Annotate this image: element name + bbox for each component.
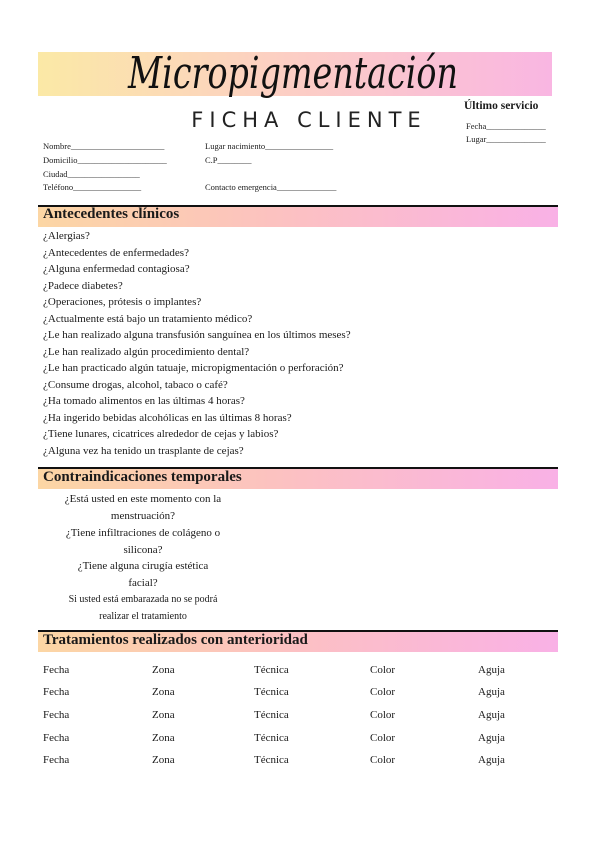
cell-fecha[interactable]: Fecha bbox=[43, 709, 70, 721]
cell-tecnica[interactable]: Técnica bbox=[254, 754, 289, 766]
cell-zona[interactable]: Zona bbox=[152, 709, 175, 721]
question-item: ¿Le han practicado algún tatuaje, micropigmentación o perforación? bbox=[43, 362, 344, 374]
contraindicacion-line: menstruación? bbox=[110, 510, 176, 522]
contacto-emergencia-field[interactable]: Contacto emergencia______________ bbox=[205, 182, 337, 192]
embarazo-note: realizar el tratamiento bbox=[99, 611, 187, 622]
tratamientos-col-zona: Zona bbox=[152, 664, 175, 676]
contraindicacion-line: ¿Está usted en este momento con la bbox=[64, 493, 222, 505]
question-item: ¿Actualmente está bajo un tratamiento médico? bbox=[43, 312, 253, 325]
cell-zona[interactable]: Zona bbox=[152, 754, 175, 766]
cell-zona[interactable]: Zona bbox=[152, 732, 175, 744]
question-item: ¿Le han realizado alguna transfusión sanguínea en los últimos meses? bbox=[43, 329, 351, 341]
cell-color[interactable]: Color bbox=[370, 732, 396, 744]
contraindicaciones-title: Contraindicaciones temporales bbox=[43, 469, 242, 485]
tratamientos-col-aguja: Aguja bbox=[478, 664, 505, 676]
cell-fecha[interactable]: Fecha bbox=[43, 686, 70, 698]
question-item: ¿Le han realizado algún procedimiento dental? bbox=[43, 345, 250, 358]
antecedentes-title: Antecedentes clínicos bbox=[43, 206, 180, 222]
page-subtitle: FICHA CLIENTE bbox=[191, 108, 427, 132]
question-item: ¿Alguna enfermedad contagiosa? bbox=[43, 263, 190, 275]
nombre-field[interactable]: Nombre______________________ bbox=[43, 141, 165, 151]
ultimo-lugar-field[interactable]: Lugar______________ bbox=[466, 134, 546, 144]
cell-tecnica[interactable]: Técnica bbox=[254, 686, 289, 698]
lugar-nacimiento-field[interactable]: Lugar nacimiento________________ bbox=[205, 141, 334, 151]
cell-aguja[interactable]: Aguja bbox=[478, 686, 505, 698]
cell-aguja[interactable]: Aguja bbox=[478, 709, 505, 721]
telefono-field[interactable]: Teléfono________________ bbox=[43, 182, 142, 192]
question-item: ¿Consume drogas, alcohol, tabaco o café? bbox=[43, 378, 228, 391]
cell-aguja[interactable]: Aguja bbox=[478, 732, 505, 744]
contraindicacion-line: facial? bbox=[128, 577, 158, 589]
cp-field[interactable]: C.P________ bbox=[205, 155, 252, 165]
question-item: ¿Ha tomado alimentos en las últimas 4 horas? bbox=[43, 395, 245, 407]
logo-text: Micropigmentación bbox=[127, 48, 458, 99]
contraindicacion-line: silicona? bbox=[123, 544, 163, 556]
cell-tecnica[interactable]: Técnica bbox=[254, 732, 289, 744]
question-item: ¿Alergias? bbox=[43, 230, 90, 242]
cell-tecnica[interactable]: Técnica bbox=[254, 709, 289, 721]
tratamientos-col-color: Color bbox=[370, 664, 396, 676]
cell-color[interactable]: Color bbox=[370, 686, 396, 698]
question-item: ¿Operaciones, prótesis o implantes? bbox=[43, 296, 202, 308]
tratamientos-col-tecnica: Técnica bbox=[254, 664, 289, 676]
tratamientos-title: Tratamientos realizados con anterioridad bbox=[43, 632, 308, 648]
contraindicacion-line: ¿Tiene alguna cirugía estética bbox=[77, 560, 209, 572]
question-item: ¿Tiene lunares, cicatrices alrededor de cejas y labios? bbox=[43, 428, 279, 440]
question-item: ¿Alguna vez ha tenido un trasplante de cejas? bbox=[43, 444, 244, 457]
cell-fecha[interactable]: Fecha bbox=[43, 732, 70, 744]
contraindicacion-line: ¿Tiene infiltraciones de colágeno o bbox=[65, 527, 221, 539]
cell-fecha[interactable]: Fecha bbox=[43, 754, 70, 766]
ultimo-fecha-field[interactable]: Fecha______________ bbox=[466, 121, 546, 131]
question-item: ¿Antecedentes de enfermedades? bbox=[43, 246, 189, 259]
ultimo-servicio-heading: Último servicio bbox=[464, 100, 539, 112]
ciudad-field[interactable]: Ciudad_________________ bbox=[43, 169, 140, 179]
cell-zona[interactable]: Zona bbox=[152, 686, 175, 698]
cell-color[interactable]: Color bbox=[370, 754, 396, 766]
logo bbox=[118, 30, 468, 120]
cell-aguja[interactable]: Aguja bbox=[478, 754, 505, 766]
question-item: ¿Ha ingerido bebidas alcohólicas en las últimas 8 horas? bbox=[43, 411, 292, 424]
domicilio-field[interactable]: Domicilio_____________________ bbox=[43, 155, 167, 165]
cell-color[interactable]: Color bbox=[370, 709, 396, 721]
embarazo-note: Si usted está embarazada no se podrá bbox=[68, 594, 218, 605]
question-item: ¿Padece diabetes? bbox=[43, 279, 123, 292]
tratamientos-col-fecha: Fecha bbox=[43, 664, 70, 676]
